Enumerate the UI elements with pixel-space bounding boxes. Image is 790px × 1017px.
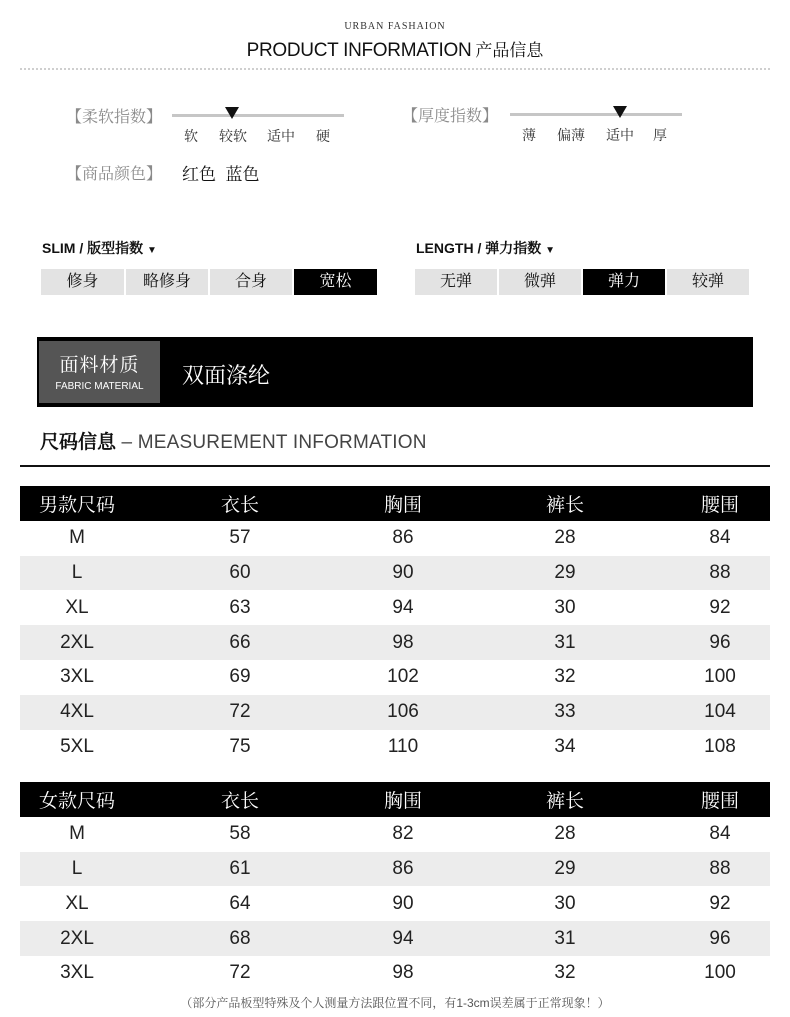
length-option[interactable]: 无弹 [415, 269, 497, 295]
thickness-scale [510, 103, 682, 143]
table-cell: 100 [704, 962, 736, 984]
table-cell: L [20, 852, 134, 887]
table-row [20, 625, 770, 660]
table-cell: 75 [229, 735, 251, 757]
table-cell: XL [65, 892, 89, 914]
table-cell: 72 [134, 695, 346, 730]
table-cell: 58 [229, 823, 251, 845]
table-cell: 30 [554, 596, 576, 618]
table-cell: 110 [387, 735, 419, 757]
table-cell: 96 [670, 921, 770, 956]
slim-options [41, 269, 379, 295]
table-cell: 3XL [60, 962, 94, 984]
slim-option[interactable]: 略修身 [126, 269, 208, 295]
page-title-en: PRODUCT INFORMATION [246, 40, 472, 61]
table-row [20, 521, 770, 556]
page-title-cn: 产品信息 [475, 41, 544, 60]
table-row [20, 660, 770, 695]
thickness-tick: 偏薄 [557, 127, 585, 143]
table-cell: 100 [704, 666, 736, 688]
table-cell: 94 [346, 921, 460, 956]
table-row [20, 695, 770, 730]
column-header: 衣长 [134, 486, 346, 521]
softness-tick: 软 [184, 128, 198, 144]
slim-heading [42, 238, 157, 258]
table-cell: 60 [134, 556, 346, 591]
slim-heading-cn: / 版型指数 [79, 240, 144, 256]
length-option[interactable]: 较弹 [667, 269, 749, 295]
softness-tick: 硬 [316, 128, 330, 144]
table-cell: 86 [346, 852, 460, 887]
table-cell: M [69, 823, 85, 845]
thickness-tick: 厚 [653, 127, 667, 143]
table-cell: 84 [709, 527, 731, 549]
table-row [20, 590, 770, 625]
table-row [20, 956, 770, 991]
column-header: 腰围 [670, 486, 770, 521]
caret-down-icon: ▼ [147, 245, 157, 256]
table-cell: 96 [670, 625, 770, 660]
table-row [20, 817, 770, 852]
table-cell: 32 [554, 962, 576, 984]
table-cell: M [69, 527, 85, 549]
fabric-tag [39, 341, 160, 403]
section-divider [20, 465, 770, 467]
table-cell: 92 [709, 596, 731, 618]
thickness-tick: 适中 [606, 127, 634, 143]
brand-name: URBAN FASHAION [344, 21, 446, 32]
length-option-selected[interactable]: 弹力 [583, 269, 665, 295]
column-header: 衣长 [134, 782, 346, 817]
table-cell: 72 [229, 962, 251, 984]
table-cell: 68 [134, 921, 346, 956]
length-heading-en: LENGTH [416, 240, 474, 256]
slim-option-selected[interactable]: 宽松 [294, 269, 377, 295]
table-cell: 5XL [60, 735, 94, 757]
color-label: 【商品颜色】 [66, 166, 163, 183]
column-header: 男款尺码 [20, 486, 134, 521]
table-cell: 86 [392, 527, 414, 549]
table-cell: 4XL [20, 695, 134, 730]
table-cell: 2XL [20, 625, 134, 660]
table-cell: XL [65, 596, 89, 618]
table-cell: 28 [554, 527, 576, 549]
column-header: 裤长 [460, 782, 670, 817]
measurement-title-en: – MEASUREMENT INFORMATION [116, 432, 427, 453]
table-cell: 90 [392, 892, 414, 914]
table-cell: 104 [670, 695, 770, 730]
table-cell: 108 [704, 735, 736, 757]
dotted-divider [20, 68, 770, 70]
table-cell: 57 [229, 527, 251, 549]
table-cell: 88 [670, 852, 770, 887]
table-cell: 2XL [20, 921, 134, 956]
thickness-label: 【厚度指数】 [402, 108, 499, 125]
table-row [20, 556, 770, 591]
women-size-table [20, 782, 770, 991]
color-value: 红色 蓝色 [182, 165, 260, 184]
table-cell: 28 [554, 823, 576, 845]
table-cell: 69 [229, 666, 251, 688]
table-cell: 29 [460, 852, 670, 887]
table-cell: 90 [346, 556, 460, 591]
measurement-title [40, 427, 427, 454]
length-options [415, 269, 751, 295]
table-cell: 106 [346, 695, 460, 730]
table-cell: 84 [709, 823, 731, 845]
table-cell: 31 [460, 625, 670, 660]
column-header: 胸围 [346, 486, 460, 521]
table-cell: 61 [134, 852, 346, 887]
table-row [20, 730, 770, 765]
column-header: 胸围 [346, 782, 460, 817]
table-cell: 88 [670, 556, 770, 591]
table-cell: 31 [460, 921, 670, 956]
table-row [20, 921, 770, 956]
softness-scale [172, 104, 344, 144]
softness-label: 【柔软指数】 [66, 109, 163, 126]
table-row [20, 852, 770, 887]
softness-track [172, 114, 344, 117]
thickness-pointer-icon [613, 106, 627, 118]
column-header: 裤长 [460, 486, 670, 521]
fabric-tag-en: FABRIC MATERIAL [55, 381, 144, 392]
table-cell: 92 [709, 892, 731, 914]
table-cell: 30 [554, 892, 576, 914]
thickness-track [510, 113, 682, 116]
table-header-row [20, 486, 770, 521]
table-cell: 3XL [60, 666, 94, 688]
fabric-tag-cn: 面料材质 [59, 355, 140, 376]
table-row [20, 886, 770, 921]
length-option[interactable]: 微弹 [499, 269, 581, 295]
softness-tick: 较软 [219, 128, 247, 144]
table-cell: 102 [387, 666, 419, 688]
table-cell: 66 [134, 625, 346, 660]
fabric-banner [37, 337, 753, 407]
table-cell: 82 [392, 823, 414, 845]
column-header: 腰围 [670, 782, 770, 817]
page-title [0, 36, 790, 62]
table-cell: 63 [229, 596, 251, 618]
table-cell: 98 [346, 625, 460, 660]
table-cell: 34 [554, 735, 576, 757]
table-cell: 29 [460, 556, 670, 591]
length-heading [416, 238, 555, 258]
slim-heading-en: SLIM [42, 240, 76, 256]
slim-option[interactable]: 修身 [41, 269, 124, 295]
length-heading-cn: / 弹力指数 [477, 240, 542, 256]
slim-option[interactable]: 合身 [210, 269, 292, 295]
measurement-note: （部分产品板型特殊及个人测量方法跟位置不同，有1-3cm误差属于正常现象！） [180, 996, 610, 1010]
softness-tick: 适中 [267, 128, 295, 144]
table-header-row [20, 782, 770, 817]
table-cell: 33 [460, 695, 670, 730]
table-cell: 94 [392, 596, 414, 618]
measurement-title-cn: 尺码信息 [40, 432, 117, 453]
table-cell: 64 [229, 892, 251, 914]
thickness-tick: 薄 [522, 127, 536, 143]
table-cell: 32 [554, 666, 576, 688]
men-size-table [20, 486, 770, 764]
table-cell: 98 [392, 962, 414, 984]
fabric-value: 双面涤纶 [182, 363, 271, 388]
caret-down-icon: ▼ [545, 245, 556, 256]
softness-pointer-icon [225, 107, 239, 119]
table-cell: L [20, 556, 134, 591]
column-header: 女款尺码 [20, 782, 134, 817]
